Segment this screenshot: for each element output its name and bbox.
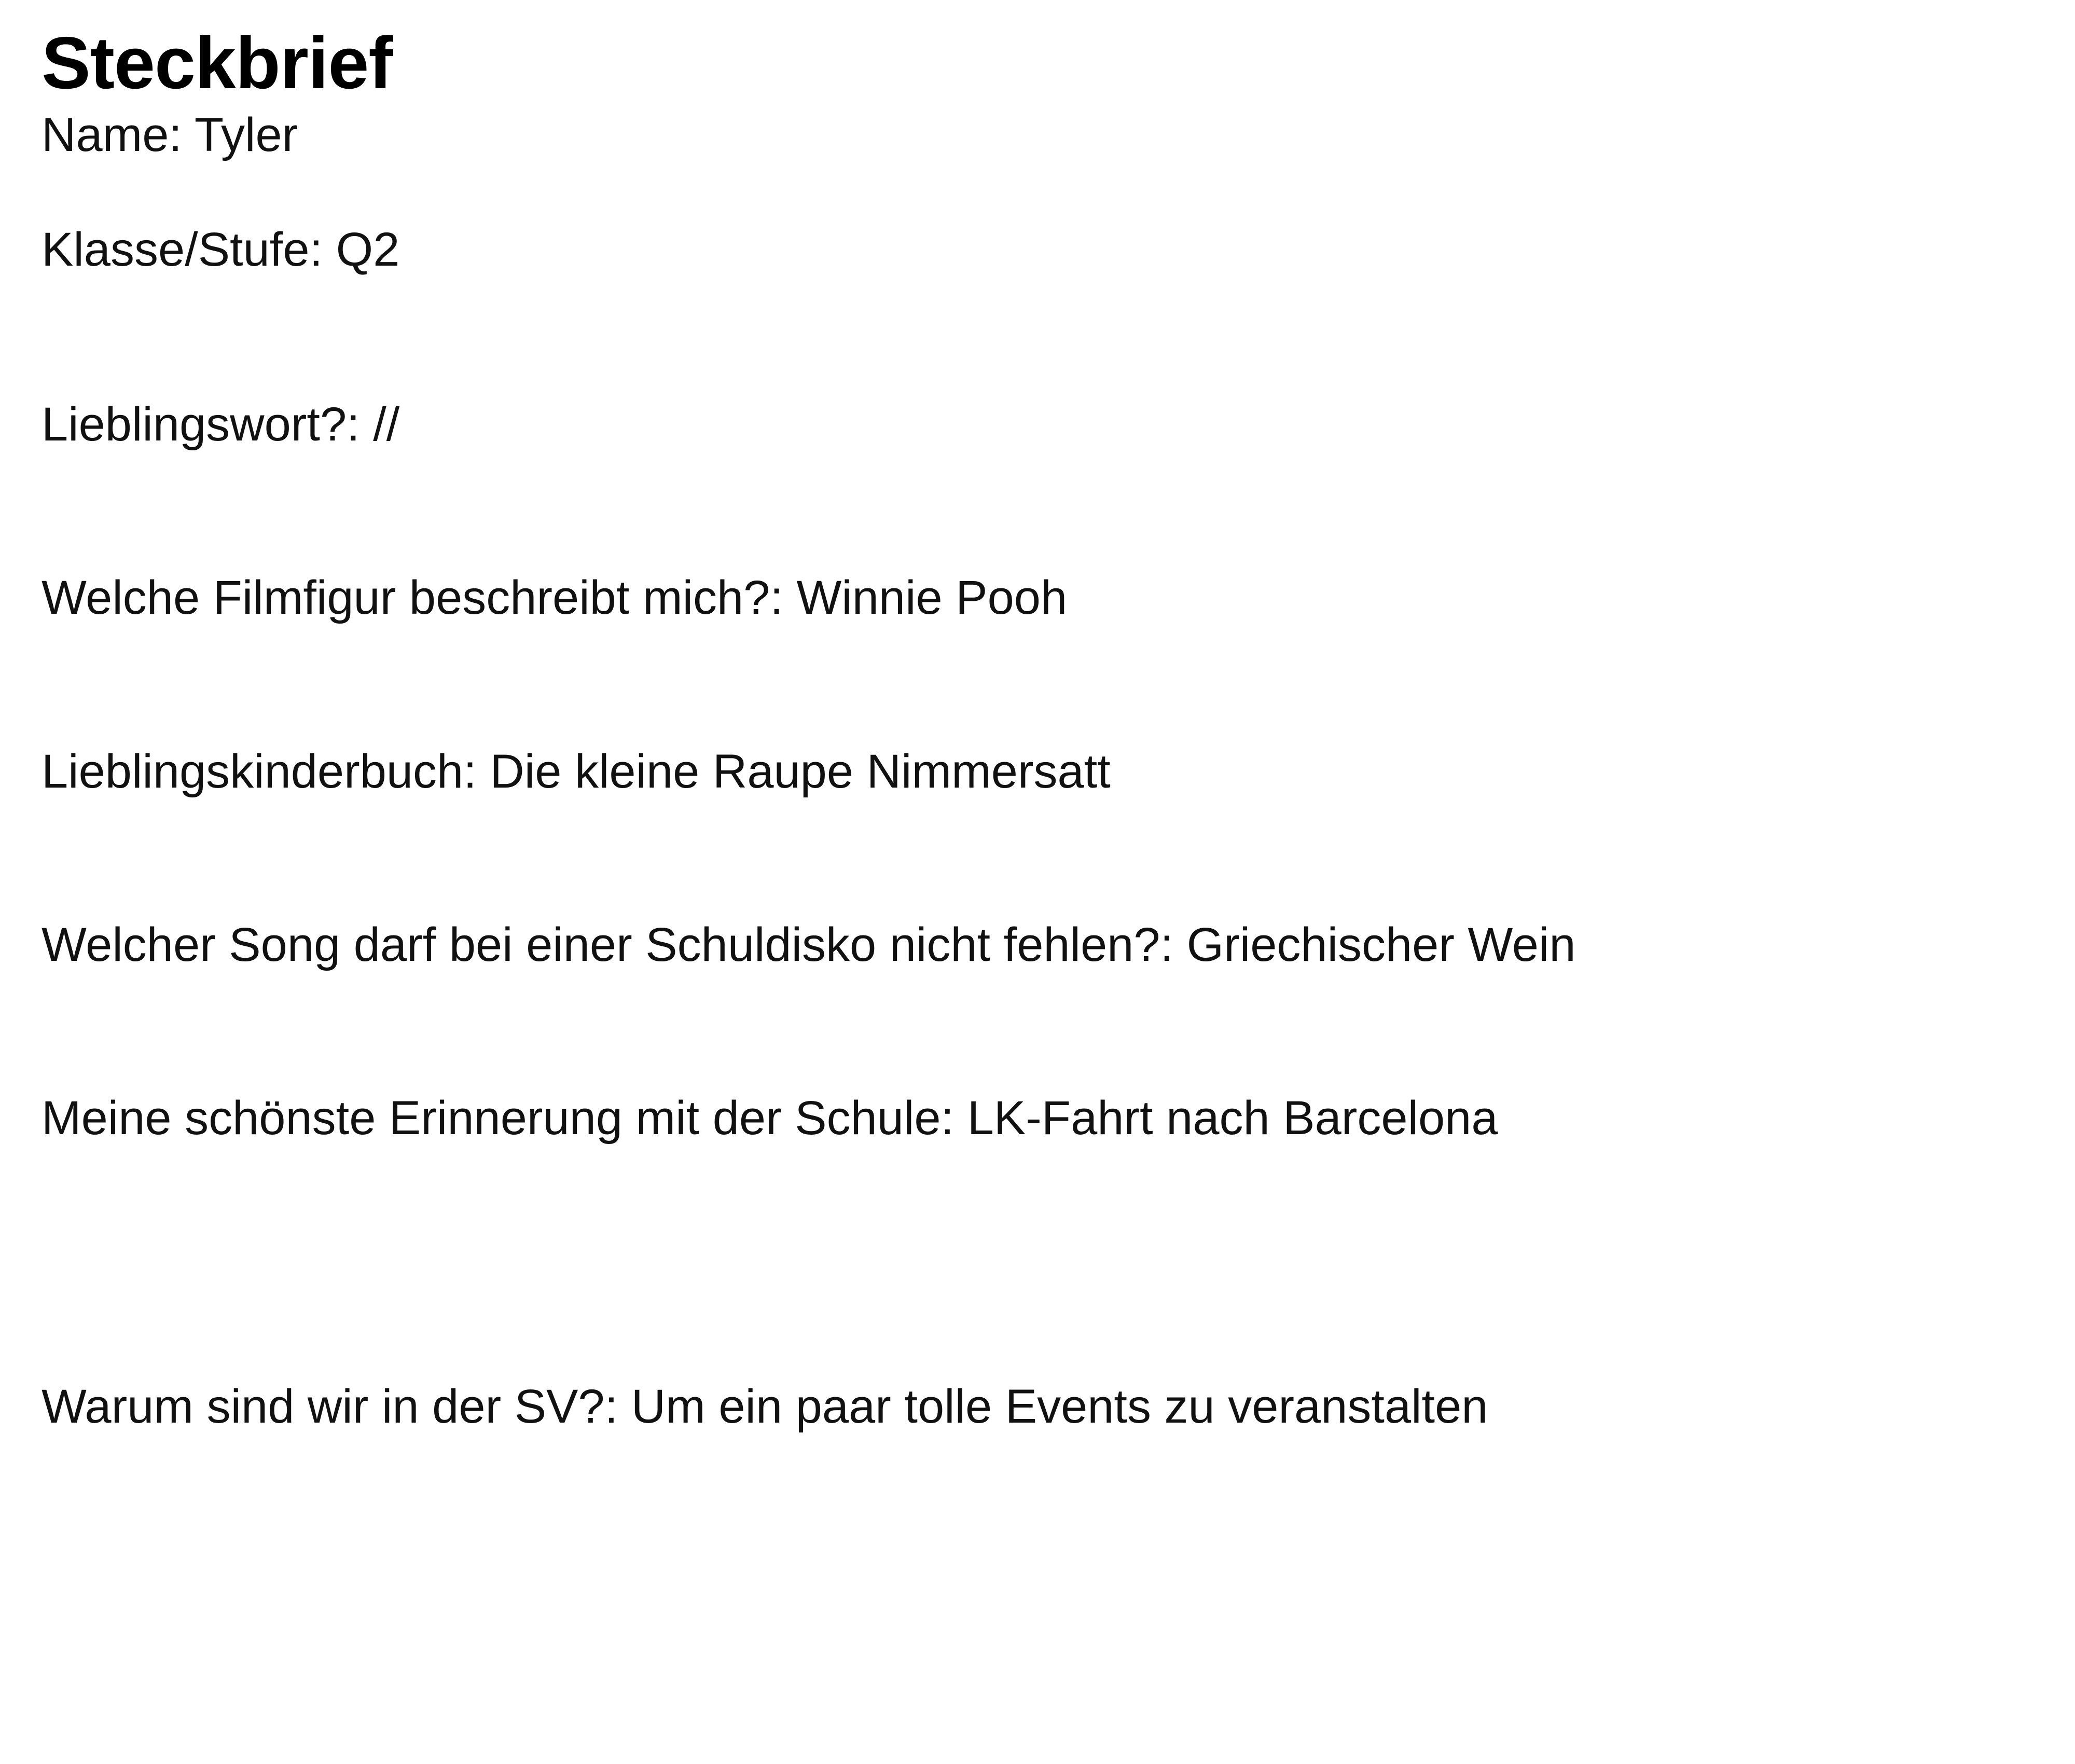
field-separator: : [940, 1092, 967, 1145]
field-value: Winnie Pooh [796, 571, 1068, 624]
field-value: Die kleine Raupe Nimmersatt [490, 745, 1111, 798]
field-separator: : [1160, 918, 1187, 971]
field-separator: : [347, 398, 374, 451]
field-value: Griechischer Wein [1186, 918, 1576, 971]
field-value: LK-Fahrt nach Barcelona [967, 1092, 1498, 1145]
field-school-disco-song [42, 916, 1576, 973]
field-name [42, 106, 298, 163]
field-label: Warum sind wir in der SV? [42, 1380, 605, 1433]
field-value: Um ein paar tolle Events zu veranstalten [631, 1380, 1488, 1433]
field-label: Welche Filmfigur beschreibt mich? [42, 571, 770, 624]
field-label: Lieblingskinderbuch [42, 745, 464, 798]
field-value: // [373, 398, 400, 451]
field-separator: : [169, 108, 195, 161]
field-separator: : [309, 223, 336, 276]
document-title: Steckbrief [42, 22, 393, 104]
field-value: Tyler [194, 108, 298, 161]
field-label: Name [42, 108, 169, 161]
field-separator: : [604, 1380, 631, 1433]
field-separator: : [463, 745, 490, 798]
field-why-sv [42, 1378, 1488, 1435]
field-value: Q2 [336, 223, 400, 276]
field-class-level [42, 221, 399, 278]
field-label: Welcher Song darf bei einer Schuldisko nicht fehlen? [42, 918, 1160, 971]
field-favorite-childrens-book [42, 743, 1111, 800]
field-separator: : [770, 571, 797, 624]
field-label: Klasse/Stufe [42, 223, 310, 276]
field-label: Lieblingswort? [42, 398, 347, 451]
field-film-character [42, 569, 1067, 626]
field-label: Meine schönste Erinnerung mit der Schule [42, 1092, 941, 1145]
field-favorite-word [42, 396, 399, 453]
field-best-school-memory [42, 1090, 1498, 1147]
